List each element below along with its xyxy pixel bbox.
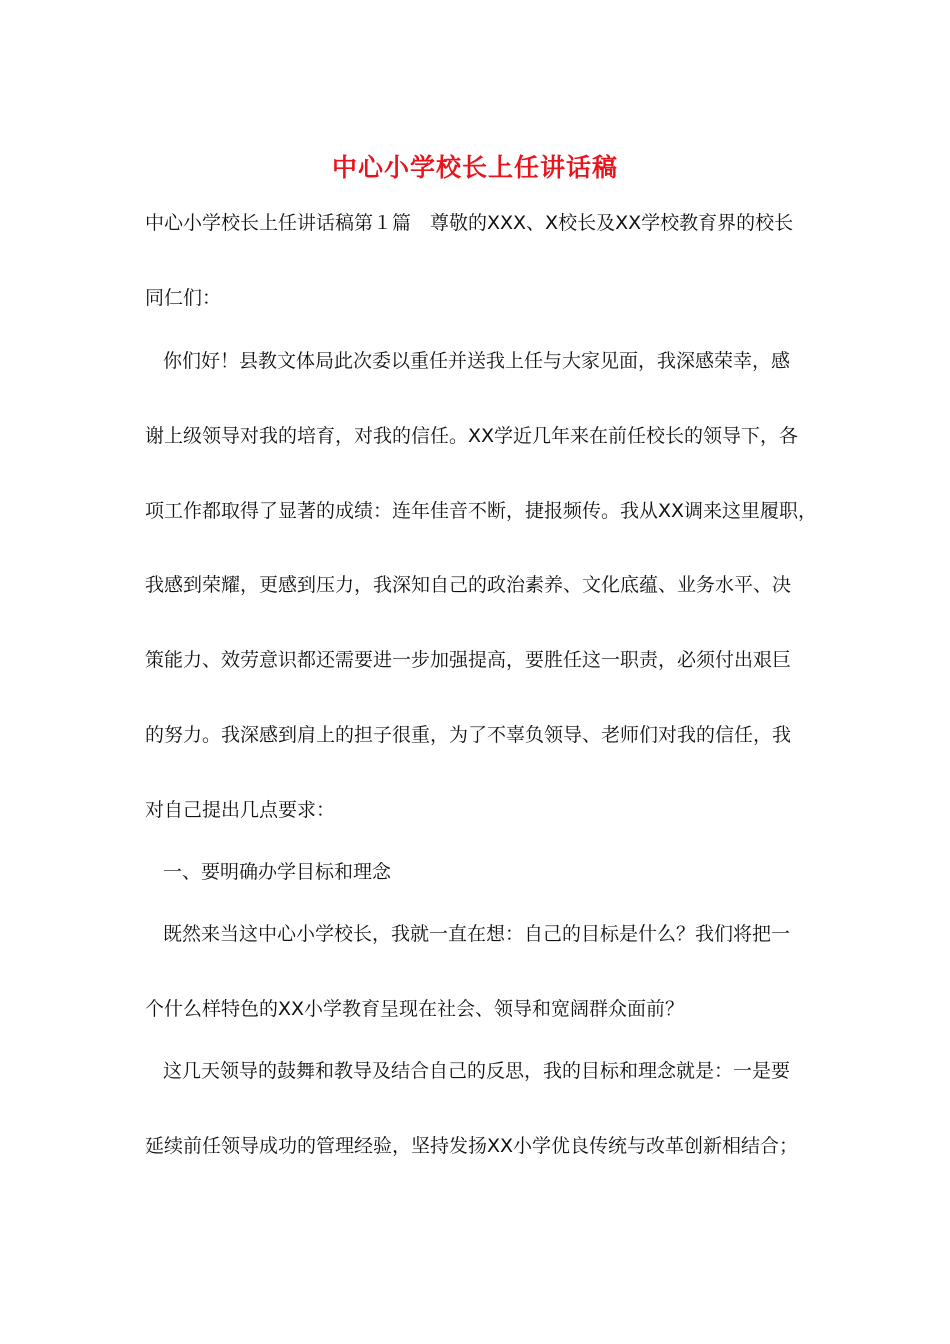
text-line: 中心小学校长上任讲话稿第１篇 尊敬的XXX、X校长及XX学校教育界的校长 <box>145 212 794 234</box>
document-title: 中心小学校长上任讲话稿 <box>331 153 618 182</box>
text-line: 我感到荣耀，更感到压力，我深知自己的政治素养、文化底蕴、业务水平、决 <box>145 574 792 596</box>
text-line: 谢上级领导对我的培育，对我的信任。XX学近几年来在前任校长的领导下，各 <box>145 425 799 447</box>
text-line: 你们好！县教文体局此次委以重任并送我上任与大家见面，我深感荣幸，感 <box>163 350 791 372</box>
text-line: 对自己提出几点要求： <box>145 799 336 821</box>
text-line: 延续前任领导成功的管理经验，坚持发扬XX小学优良传统与改革创新相结合； <box>145 1135 799 1157</box>
text-line: 策能力、效劳意识都还需要进一步加强提高，要胜任这一职责，必须付出艰巨 <box>145 649 792 671</box>
text-line: 个什么样特色的XX小学教育呈现在社会、领导和宽阔群众面前？ <box>145 998 685 1020</box>
text-line: 的努力。我深感到肩上的担子很重，为了不辜负领导、老师们对我的信任，我 <box>145 724 792 746</box>
text-line: 项工作都取得了显著的成绩：连年佳音不断，捷报频传。我从XX调来这里履职， <box>145 500 818 522</box>
text-line: 既然来当这中心小学校长，我就一直在想：自己的目标是什么？我们将把一 <box>163 923 791 945</box>
text-line: 同仁们： <box>145 287 222 309</box>
section-heading: 一、要明确办学目标和理念 <box>163 861 392 883</box>
text-line: 这几天领导的鼓舞和教导及结合自己的反思，我的目标和理念就是：一是要 <box>163 1060 791 1082</box>
